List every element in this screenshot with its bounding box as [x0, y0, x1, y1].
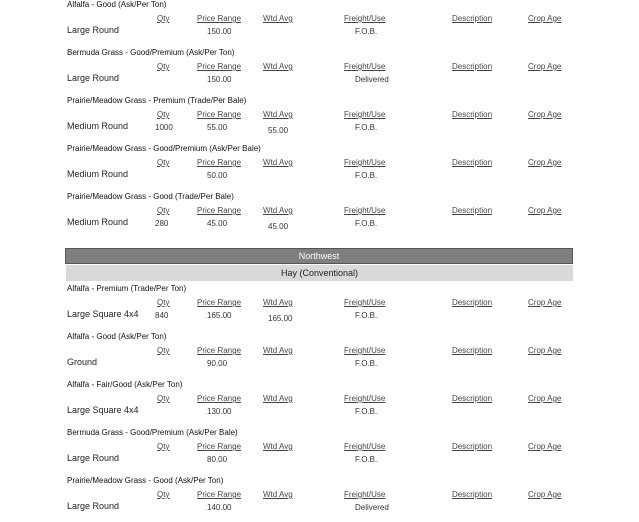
hay-type: Ground: [67, 357, 98, 367]
section-alfalfa-good: [0, 0, 639, 46]
header-description: Description: [452, 14, 493, 23]
header-freight-use: Freight/Use: [344, 206, 386, 215]
header-wtd-avg: Wtd Avg: [263, 394, 293, 403]
header-freight-use: Freight/Use: [344, 62, 386, 71]
header-crop-age: Crop Age: [528, 62, 562, 71]
header-qty: Qty: [157, 206, 170, 215]
header-qty: Qty: [157, 14, 170, 23]
section-prairie-good-premium: [0, 144, 639, 190]
header-crop-age: Crop Age: [528, 490, 562, 499]
header-wtd-avg: Wtd Avg: [263, 206, 293, 215]
header-wtd-avg: Wtd Avg: [263, 62, 293, 71]
header-qty: Qty: [157, 442, 170, 451]
price-value: 130.00: [207, 407, 232, 416]
hay-type: Medium Round: [67, 121, 129, 131]
header-description: Description: [452, 110, 493, 119]
header-description: Description: [452, 62, 493, 71]
qty-value: 840: [155, 311, 169, 320]
hay-type: Medium Round: [67, 169, 129, 179]
section-title: Alfalfa - Premium (Trade/Per Ton): [67, 284, 187, 293]
header-price-range: Price Range: [197, 394, 242, 403]
region-header: Northwest: [65, 248, 573, 264]
category-header: Hay (Conventional): [66, 265, 573, 281]
section-title: Prairie/Meadow Grass - Good/Premium (Ask/Per Bale): [67, 144, 261, 153]
header-price-range: Price Range: [197, 62, 242, 71]
header-qty: Qty: [157, 346, 170, 355]
header-price-range: Price Range: [197, 298, 242, 307]
header-description: Description: [452, 394, 493, 403]
freight-value: F.O.B.: [355, 311, 378, 320]
header-description: Description: [452, 346, 493, 355]
header-price-range: Price Range: [197, 442, 242, 451]
price-value: 55.00: [207, 123, 228, 132]
freight-value: F.O.B.: [355, 407, 378, 416]
price-value: 150.00: [207, 75, 232, 84]
header-crop-age: Crop Age: [528, 110, 562, 119]
price-value: 165.00: [207, 311, 232, 320]
header-description: Description: [452, 442, 493, 451]
header-crop-age: Crop Age: [528, 346, 562, 355]
section-title: Bermuda Grass - Good/Premium (Ask/Per Ton): [67, 48, 235, 57]
wtd-avg-value: 55.00: [268, 126, 289, 135]
price-value: 90.00: [207, 359, 228, 368]
header-crop-age: Crop Age: [528, 14, 562, 23]
header-freight-use: Freight/Use: [344, 110, 386, 119]
header-freight-use: Freight/Use: [344, 298, 386, 307]
freight-value: F.O.B.: [355, 219, 378, 228]
header-freight-use: Freight/Use: [344, 442, 386, 451]
section-title: Alfalfa - Fair/Good (Ask/Per Ton): [67, 380, 183, 389]
hay-type: Medium Round: [67, 217, 129, 227]
header-crop-age: Crop Age: [528, 298, 562, 307]
header-description: Description: [452, 298, 493, 307]
header-wtd-avg: Wtd Avg: [263, 110, 293, 119]
freight-value: F.O.B.: [355, 455, 378, 464]
section-nw-alfalfa-fair-good: [0, 380, 639, 426]
price-value: 80.00: [207, 455, 228, 464]
section-title: Prairie/Meadow Grass - Good (Trade/Per Bale): [67, 192, 234, 201]
hay-type: Large Round: [67, 501, 120, 511]
header-price-range: Price Range: [197, 490, 242, 499]
header-qty: Qty: [157, 298, 170, 307]
header-freight-use: Freight/Use: [344, 394, 386, 403]
header-wtd-avg: Wtd Avg: [263, 442, 293, 451]
header-description: Description: [452, 206, 493, 215]
header-crop-age: Crop Age: [528, 394, 562, 403]
freight-value: F.O.B.: [355, 171, 378, 180]
freight-value: F.O.B.: [355, 27, 378, 36]
price-value: 140.00: [207, 503, 232, 512]
header-qty: Qty: [157, 62, 170, 71]
price-value: 150.00: [207, 27, 232, 36]
section-prairie-good: [0, 192, 639, 238]
section-title: Alfalfa - Good (Ask/Per Ton): [67, 332, 167, 341]
header-price-range: Price Range: [197, 158, 242, 167]
header-freight-use: Freight/Use: [344, 346, 386, 355]
header-qty: Qty: [157, 158, 170, 167]
header-wtd-avg: Wtd Avg: [263, 158, 293, 167]
freight-value: F.O.B.: [355, 359, 378, 368]
hay-type: Large Round: [67, 73, 120, 83]
header-crop-age: Crop Age: [528, 206, 562, 215]
header-wtd-avg: Wtd Avg: [263, 14, 293, 23]
header-freight-use: Freight/Use: [344, 14, 386, 23]
header-qty: Qty: [157, 110, 170, 119]
header-wtd-avg: Wtd Avg: [263, 490, 293, 499]
header-qty: Qty: [157, 394, 170, 403]
wtd-avg-value: 45.00: [268, 222, 289, 231]
qty-value: 280: [155, 219, 169, 228]
header-wtd-avg: Wtd Avg: [263, 298, 293, 307]
freight-value: Delivered: [355, 75, 389, 84]
price-value: 50.00: [207, 171, 228, 180]
freight-value: F.O.B.: [355, 123, 378, 132]
section-title: Bermuda Grass - Good/Premium (Ask/Per Bale): [67, 428, 238, 437]
header-price-range: Price Range: [197, 206, 242, 215]
price-value: 45.00: [207, 219, 228, 228]
section-nw-alfalfa-premium: [0, 284, 639, 330]
section-nw-alfalfa-good: [0, 332, 639, 378]
header-freight-use: Freight/Use: [344, 490, 386, 499]
hay-type: Large Square 4x4: [67, 405, 139, 415]
section-nw-prairie-good: [0, 476, 639, 522]
hay-type: Large Square 4x4: [67, 309, 139, 319]
section-prairie-premium: [0, 96, 639, 142]
section-title: Alfalfa - Good (Ask/Per Ton): [67, 0, 167, 9]
section-title: Prairie/Meadow Grass - Good (Ask/Per Ton): [67, 476, 224, 485]
section-title: Prairie/Meadow Grass - Premium (Trade/Per Bale): [67, 96, 247, 105]
freight-value: Delivered: [355, 503, 389, 512]
qty-value: 1000: [155, 123, 173, 132]
header-freight-use: Freight/Use: [344, 158, 386, 167]
header-crop-age: Crop Age: [528, 158, 562, 167]
header-description: Description: [452, 490, 493, 499]
hay-type: Large Round: [67, 453, 120, 463]
header-price-range: Price Range: [197, 14, 242, 23]
hay-type: Large Round: [67, 25, 120, 35]
wtd-avg-value: 165.00: [268, 314, 293, 323]
header-description: Description: [452, 158, 493, 167]
header-qty: Qty: [157, 490, 170, 499]
header-crop-age: Crop Age: [528, 442, 562, 451]
header-price-range: Price Range: [197, 346, 242, 355]
header-wtd-avg: Wtd Avg: [263, 346, 293, 355]
section-bermuda-good-premium: [0, 48, 639, 94]
header-price-range: Price Range: [197, 110, 242, 119]
section-nw-bermuda-good-premium: [0, 428, 639, 474]
